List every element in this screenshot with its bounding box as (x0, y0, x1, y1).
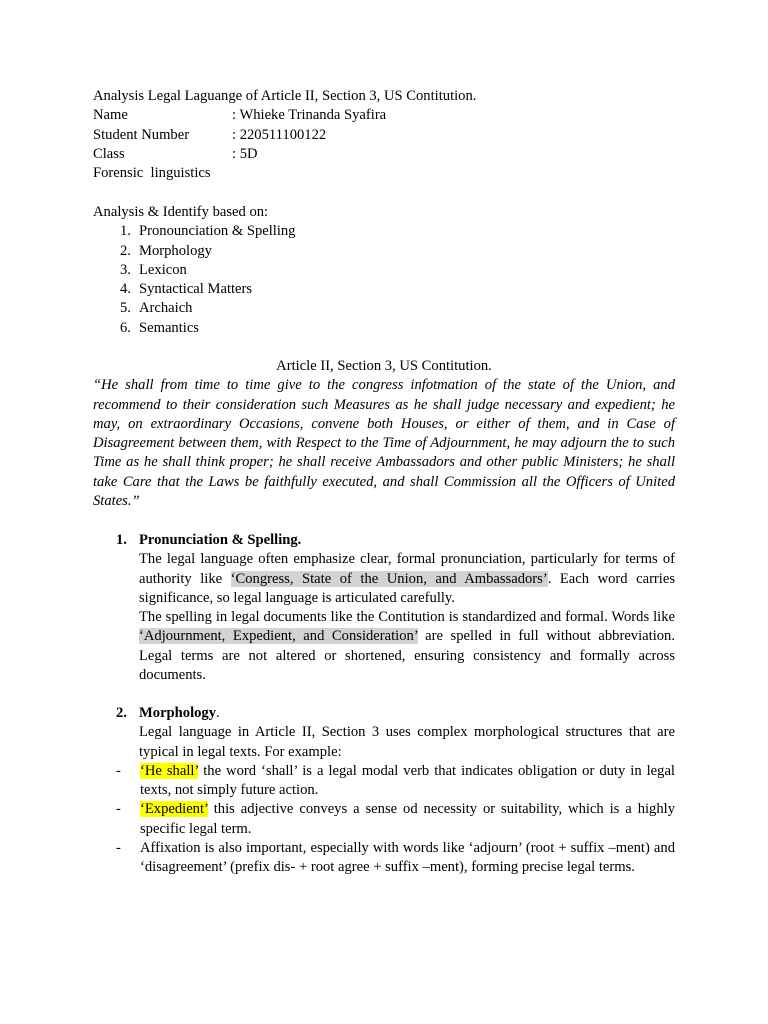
list-item (93, 222, 675, 241)
name-label: Name (93, 107, 128, 124)
list-item (93, 242, 675, 261)
list-number: 1. (120, 223, 131, 240)
list-label: Lexicon (139, 261, 187, 278)
section-morphology (116, 704, 675, 878)
analysis-intro: Analysis & Identify based on: (93, 204, 269, 220)
list-item (116, 800, 675, 839)
list-label: Pronounciation & Spelling (139, 223, 296, 240)
student-number-label: Student Number (93, 126, 190, 143)
list-item (93, 261, 675, 280)
list-item (116, 762, 675, 801)
bullet-text: Affixation is also important, especially with words like ‘adjourn’ (root + suffix –ment) and ‘disagreement’ (prefix dis- + root agree + suffix –ment), forming precise legal terms. (140, 840, 675, 876)
section-pronunciation (116, 531, 675, 685)
list-item (93, 299, 675, 318)
bullet-dash: - (116, 840, 121, 857)
title-period: . (216, 705, 220, 721)
article-heading: Article II, Section 3, US Contitution. (276, 358, 492, 374)
paragraph-text: The legal language often emphasize clear, formal pronunciation, particularly for terms of authority like (139, 551, 675, 587)
section-number: 2. (116, 705, 127, 721)
paragraph-text: are spelled in full without abbreviation. Legal terms are not altered or shortened, ensuring consistency and formally across documents. (139, 628, 675, 684)
section-title: Pronunciation & Spelling. (139, 532, 302, 548)
list-number: 3. (120, 261, 131, 278)
section-body (139, 723, 675, 762)
class-value: : 5D (232, 145, 258, 162)
name-row (93, 106, 675, 125)
list-number: 5. (120, 300, 131, 317)
highlighted-term: ‘Congress, State of the Union, and Ambassadors’ (230, 570, 548, 587)
list-item (93, 280, 675, 299)
list-number: 6. (120, 319, 131, 336)
section-title: Morphology (139, 705, 217, 721)
list-number: 4. (120, 281, 131, 298)
student-number-row (93, 126, 675, 145)
article-quote: “He shall from time to time give to the congress infotmation of the state of the Union, and recommend to their consideration such Measures as he shall judge necessary and expedient; he may, on extraordinary Occasions, convene both Houses, or either of them, and in Case of Disagreement between them, with Respect to the Time of Adjournment, he may adjourn the to such Time as he shall think proper; he shall receive Ambassadors and other public Ministers; he shall take Care that the Laws be faithfully executed, and shall Commission all the Officers of United States.” (93, 377, 675, 510)
highlighted-term: ‘Adjournment, Expedient, and Consideration’ (139, 628, 418, 645)
morphology-intro: Legal language in Article II, Section 3 uses complex morphological structures that are typical in legal texts. For example: (139, 724, 675, 760)
section-number: 1. (116, 532, 127, 548)
list-number: 2. (120, 242, 131, 259)
list-item (93, 319, 675, 338)
document-header (93, 87, 675, 183)
class-label: Class (93, 145, 125, 162)
paragraph-text: . Each word carries significance, so legal language is articulated carefully. (139, 570, 676, 606)
name-value: : Whieke Trinanda Syafira (232, 107, 387, 124)
list-label: Semantics (139, 319, 199, 336)
highlighted-term: ‘Expedient’ (140, 801, 208, 818)
course-name: Forensic linguistics (93, 165, 211, 182)
bullet-text: this adjective conveys a sense od necessity or suitability, which is a highly specific legal term. (140, 801, 675, 837)
spelling-paragraph (139, 608, 675, 685)
student-number-value: : 220511100122 (232, 126, 327, 143)
list-label: Morphology (139, 242, 212, 259)
bullet-dash: - (116, 801, 121, 818)
analysis-list (93, 222, 675, 338)
article-section (93, 357, 675, 511)
list-label: Syntactical Matters (139, 281, 253, 298)
section-body (139, 550, 675, 685)
list-item (116, 839, 675, 878)
section-heading (116, 704, 675, 723)
highlighted-term: ‘He shall’ (140, 762, 199, 779)
section-heading (116, 531, 675, 550)
analysis-section (93, 203, 675, 338)
list-label: Archaich (139, 300, 193, 317)
bullet-text: the word ‘shall’ is a legal modal verb that indicates obligation or duty in legal texts, not simply future action. (140, 762, 675, 799)
class-row (93, 145, 675, 164)
document-title: Analysis Legal Laguange of Article II, Section 3, US Contitution. (93, 88, 477, 104)
bullet-list (116, 762, 675, 878)
pronunciation-paragraph (139, 550, 675, 608)
paragraph-text: The spelling in legal documents like the Contitution is standardized and formal. Words like (139, 609, 675, 626)
bullet-dash: - (116, 762, 121, 779)
